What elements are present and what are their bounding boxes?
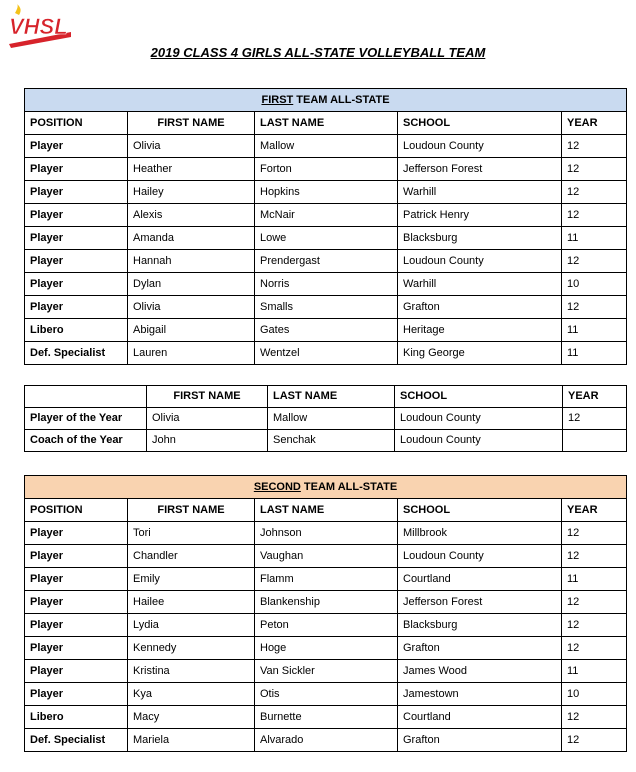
table-cell: Hopkins [255,181,398,204]
table-row [25,227,627,250]
table-row [25,591,627,614]
table-cell: Lydia [128,614,255,637]
table-cell: 11 [562,660,627,683]
table-row [25,614,627,637]
table-row [25,273,627,296]
table-cell: Patrick Henry [398,204,562,227]
table-cell: Burnette [255,706,398,729]
table-cell: Hannah [128,250,255,273]
table-cell: Alexis [128,204,255,227]
table-cell: 12 [562,250,627,273]
table-cell: John [147,430,268,452]
table-cell: Heritage [398,319,562,342]
table-cell: Loudoun County [398,250,562,273]
table-cell: Senchak [268,430,395,452]
vhsl-logo [5,4,75,48]
table-cell: 11 [562,227,627,250]
table-cell: Van Sickler [255,660,398,683]
table-cell: Mallow [255,135,398,158]
table-cell: James Wood [398,660,562,683]
table-cell: Player [25,296,128,319]
table-row [25,204,627,227]
table-cell: King George [398,342,562,365]
table-cell: Player [25,637,128,660]
column-header: POSITION [25,499,128,522]
table-cell: Courtland [398,568,562,591]
table-cell: Grafton [398,729,562,752]
column-header: FIRST NAME [147,386,268,408]
table-cell: 12 [562,637,627,660]
table-cell: Olivia [147,408,268,430]
table-cell: Player [25,545,128,568]
table-cell: Grafton [398,637,562,660]
table-cell: Hoge [255,637,398,660]
second-team-heading: SECOND TEAM ALL-STATE [25,476,627,499]
table-cell: Player [25,181,128,204]
table-cell: 12 [562,158,627,181]
table-cell: Millbrook [398,522,562,545]
table-cell: 12 [562,706,627,729]
column-header: LAST NAME [255,499,398,522]
column-header: YEAR [563,386,627,408]
table-cell: Lauren [128,342,255,365]
table-cell: Player [25,204,128,227]
table-cell: Kristina [128,660,255,683]
table-cell: 11 [562,342,627,365]
first-team-header-row [25,112,627,135]
table-cell: Abigail [128,319,255,342]
first-team-table [24,88,627,365]
table-cell: Grafton [398,296,562,319]
table-cell: Heather [128,158,255,181]
table-cell: Player [25,250,128,273]
table-row [25,181,627,204]
table-row [25,158,627,181]
table-cell: Gates [255,319,398,342]
table-cell: Alvarado [255,729,398,752]
table-cell: Blacksburg [398,614,562,637]
table-cell: Mariela [128,729,255,752]
table-row [25,319,627,342]
table-row [25,408,627,430]
table-cell: Olivia [128,135,255,158]
table-row [25,135,627,158]
table-cell: Warhill [398,273,562,296]
table-cell [563,430,627,452]
table-cell: 12 [562,729,627,752]
table-cell: Otis [255,683,398,706]
column-header: LAST NAME [255,112,398,135]
table-cell: 11 [562,568,627,591]
table-cell: Def. Specialist [25,342,128,365]
column-header: FIRST NAME [128,112,255,135]
table-cell: 12 [562,522,627,545]
table-row [25,637,627,660]
column-header [25,386,147,408]
second-team-table [24,475,627,752]
table-cell: Smalls [255,296,398,319]
table-cell: 12 [562,591,627,614]
table-cell: Player [25,227,128,250]
table-cell: Kya [128,683,255,706]
table-cell: 10 [562,273,627,296]
table-cell: Player [25,158,128,181]
table-row [25,568,627,591]
first-team-heading: FIRST TEAM ALL-STATE [25,89,627,112]
table-cell: Warhill [398,181,562,204]
column-header: SCHOOL [395,386,563,408]
table-row [25,250,627,273]
table-cell: Mallow [268,408,395,430]
table-cell: Prendergast [255,250,398,273]
table-cell: Player [25,568,128,591]
table-cell: McNair [255,204,398,227]
table-cell: Tori [128,522,255,545]
table-cell: Peton [255,614,398,637]
table-cell: Libero [25,319,128,342]
table-cell: Chandler [128,545,255,568]
table-cell: Player [25,614,128,637]
table-cell: Vaughan [255,545,398,568]
table-cell: Kennedy [128,637,255,660]
table-row [25,683,627,706]
table-cell: 12 [562,614,627,637]
table-cell: 12 [562,204,627,227]
table-cell: Emily [128,568,255,591]
table-row [25,342,627,365]
table-cell: 12 [563,408,627,430]
table-cell: Loudoun County [395,430,563,452]
table-cell: Player [25,135,128,158]
table-cell: Player [25,683,128,706]
table-cell: Macy [128,706,255,729]
table-cell: Loudoun County [398,135,562,158]
table-cell: 12 [562,181,627,204]
column-header: SCHOOL [398,499,562,522]
table-row [25,430,627,452]
table-cell: Hailey [128,181,255,204]
table-cell: Lowe [255,227,398,250]
table-cell: 11 [562,319,627,342]
table-cell: Courtland [398,706,562,729]
table-cell: Coach of the Year [25,430,147,452]
second-team-header-row [25,499,627,522]
table-cell: 12 [562,135,627,158]
table-cell: Blankenship [255,591,398,614]
table-cell: Hailee [128,591,255,614]
table-cell: Player [25,522,128,545]
table-row [25,706,627,729]
column-header: FIRST NAME [128,499,255,522]
table-cell: Player [25,273,128,296]
table-row [25,729,627,752]
table-cell: Olivia [128,296,255,319]
table-cell: Loudoun County [398,545,562,568]
table-cell: Jefferson Forest [398,158,562,181]
table-cell: Libero [25,706,128,729]
table-cell: Wentzel [255,342,398,365]
table-cell: Def. Specialist [25,729,128,752]
table-row [25,660,627,683]
table-cell: Player [25,591,128,614]
column-header: YEAR [562,112,627,135]
table-cell: Flamm [255,568,398,591]
page-title: 2019 CLASS 4 GIRLS ALL-STATE VOLLEYBALL TEAM [150,45,486,60]
table-row [25,296,627,319]
table-cell: Amanda [128,227,255,250]
table-cell: Loudoun County [395,408,563,430]
column-header: LAST NAME [268,386,395,408]
table-cell: Dylan [128,273,255,296]
svg-text:VHSL: VHSL [9,14,68,39]
table-cell: Jamestown [398,683,562,706]
table-cell: 10 [562,683,627,706]
table-cell: Player [25,660,128,683]
table-cell: Blacksburg [398,227,562,250]
table-cell: Player of the Year [25,408,147,430]
table-row [25,522,627,545]
table-cell: Jefferson Forest [398,591,562,614]
column-header: SCHOOL [398,112,562,135]
table-row [25,545,627,568]
table-cell: Norris [255,273,398,296]
table-cell: Johnson [255,522,398,545]
table-cell: 12 [562,296,627,319]
awards-table [24,385,627,452]
column-header: POSITION [25,112,128,135]
table-cell: 12 [562,545,627,568]
awards-header-row [25,386,627,408]
column-header: YEAR [562,499,627,522]
table-cell: Forton [255,158,398,181]
